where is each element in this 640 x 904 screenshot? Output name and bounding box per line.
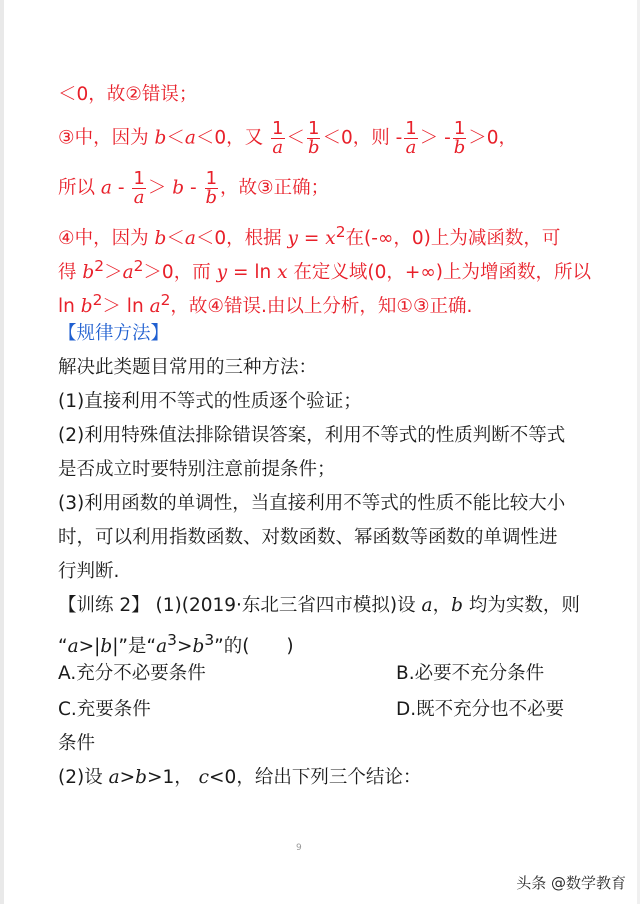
fraction-1-over-b: $\frac{1}{b}$ bbox=[307, 118, 320, 158]
text-line-12: (3)利用函数的单调性，当直接利用不等式的性质不能比较大小 bbox=[58, 493, 566, 514]
text-line-1: ＜0，故②错误； bbox=[58, 84, 198, 105]
text-line-11: 是否成立时要特别注意前提条件； bbox=[58, 459, 336, 480]
page-left-edge bbox=[0, 0, 4, 904]
page-number: 9 bbox=[296, 843, 302, 853]
text-line-10: (2)利用特殊值法排除错误答案，利用不等式的性质判断不等式 bbox=[58, 425, 566, 446]
option-c: C.充要条件 bbox=[58, 699, 151, 720]
text-line-6: $\ln b^2> \ln a^2$，故④错误.由以上分析，知①③正确. bbox=[58, 291, 473, 318]
watermark: 头条 @数学教育 bbox=[516, 874, 626, 892]
text-line-5: 得 $b^2>a^2>0$，而 y = ln x 在定义域(0，+∞)上为增函数，所以 bbox=[58, 257, 592, 284]
fraction-1-over-a: $\frac{1}{a}$ bbox=[405, 118, 417, 158]
option-d: D.既不充分也不必要 bbox=[396, 699, 565, 720]
option-a: A.充分不必要条件 bbox=[58, 663, 206, 684]
fraction-1-over-a: $\frac{1}{a}$ bbox=[133, 168, 145, 208]
text-line-4: ④中，因为 b＜a＜0，根据 $y = x^2$在(-∞，0)上为减函数，可 bbox=[58, 223, 561, 250]
fraction-1-over-a: $\frac{1}{a}$ bbox=[272, 118, 284, 158]
fraction-1-over-b: $\frac{1}{b}$ bbox=[453, 118, 466, 158]
fraction-1-over-b: $\frac{1}{b}$ bbox=[205, 168, 218, 208]
option-d-continued: 条件 bbox=[58, 733, 96, 754]
option-b: B.必要不充分条件 bbox=[396, 663, 545, 684]
text-line-8: 解决此类题目常用的三种方法： bbox=[58, 357, 318, 378]
text-line-9: (1)直接利用不等式的性质逐个验证； bbox=[58, 391, 362, 412]
section-heading-method: 【规律方法】 bbox=[58, 323, 170, 344]
exercise-question: “a>|b|”是“$a^3>b^3$”的( ) bbox=[58, 631, 294, 658]
text-line-3: 所以 a - $\frac{1}{a}$ ＞ b - $\frac{1}{b}$ ，故③正确； bbox=[58, 168, 330, 208]
exercise-heading: 【训练 2】 (1)(2019·东北三省四市模拟)设 a，b 均为实数，则 bbox=[58, 595, 580, 616]
text-line-2: ③中，因为 b＜a＜0，又 $\frac{1}{a}$ ＜ $\frac{1}{b}$ ＜0，则 - $\frac{1}{a}$ ＞ - $\frac{1}{b}$ ＞0， bbox=[58, 118, 518, 158]
text-line-13: 时，可以利用指数函数、对数函数、幂函数等函数的单调性进 bbox=[58, 527, 558, 548]
text-line-19: (2)设 a>b>1， c<0，给出下列三个结论： bbox=[58, 767, 422, 788]
text-line-14: 行判断. bbox=[58, 561, 120, 582]
